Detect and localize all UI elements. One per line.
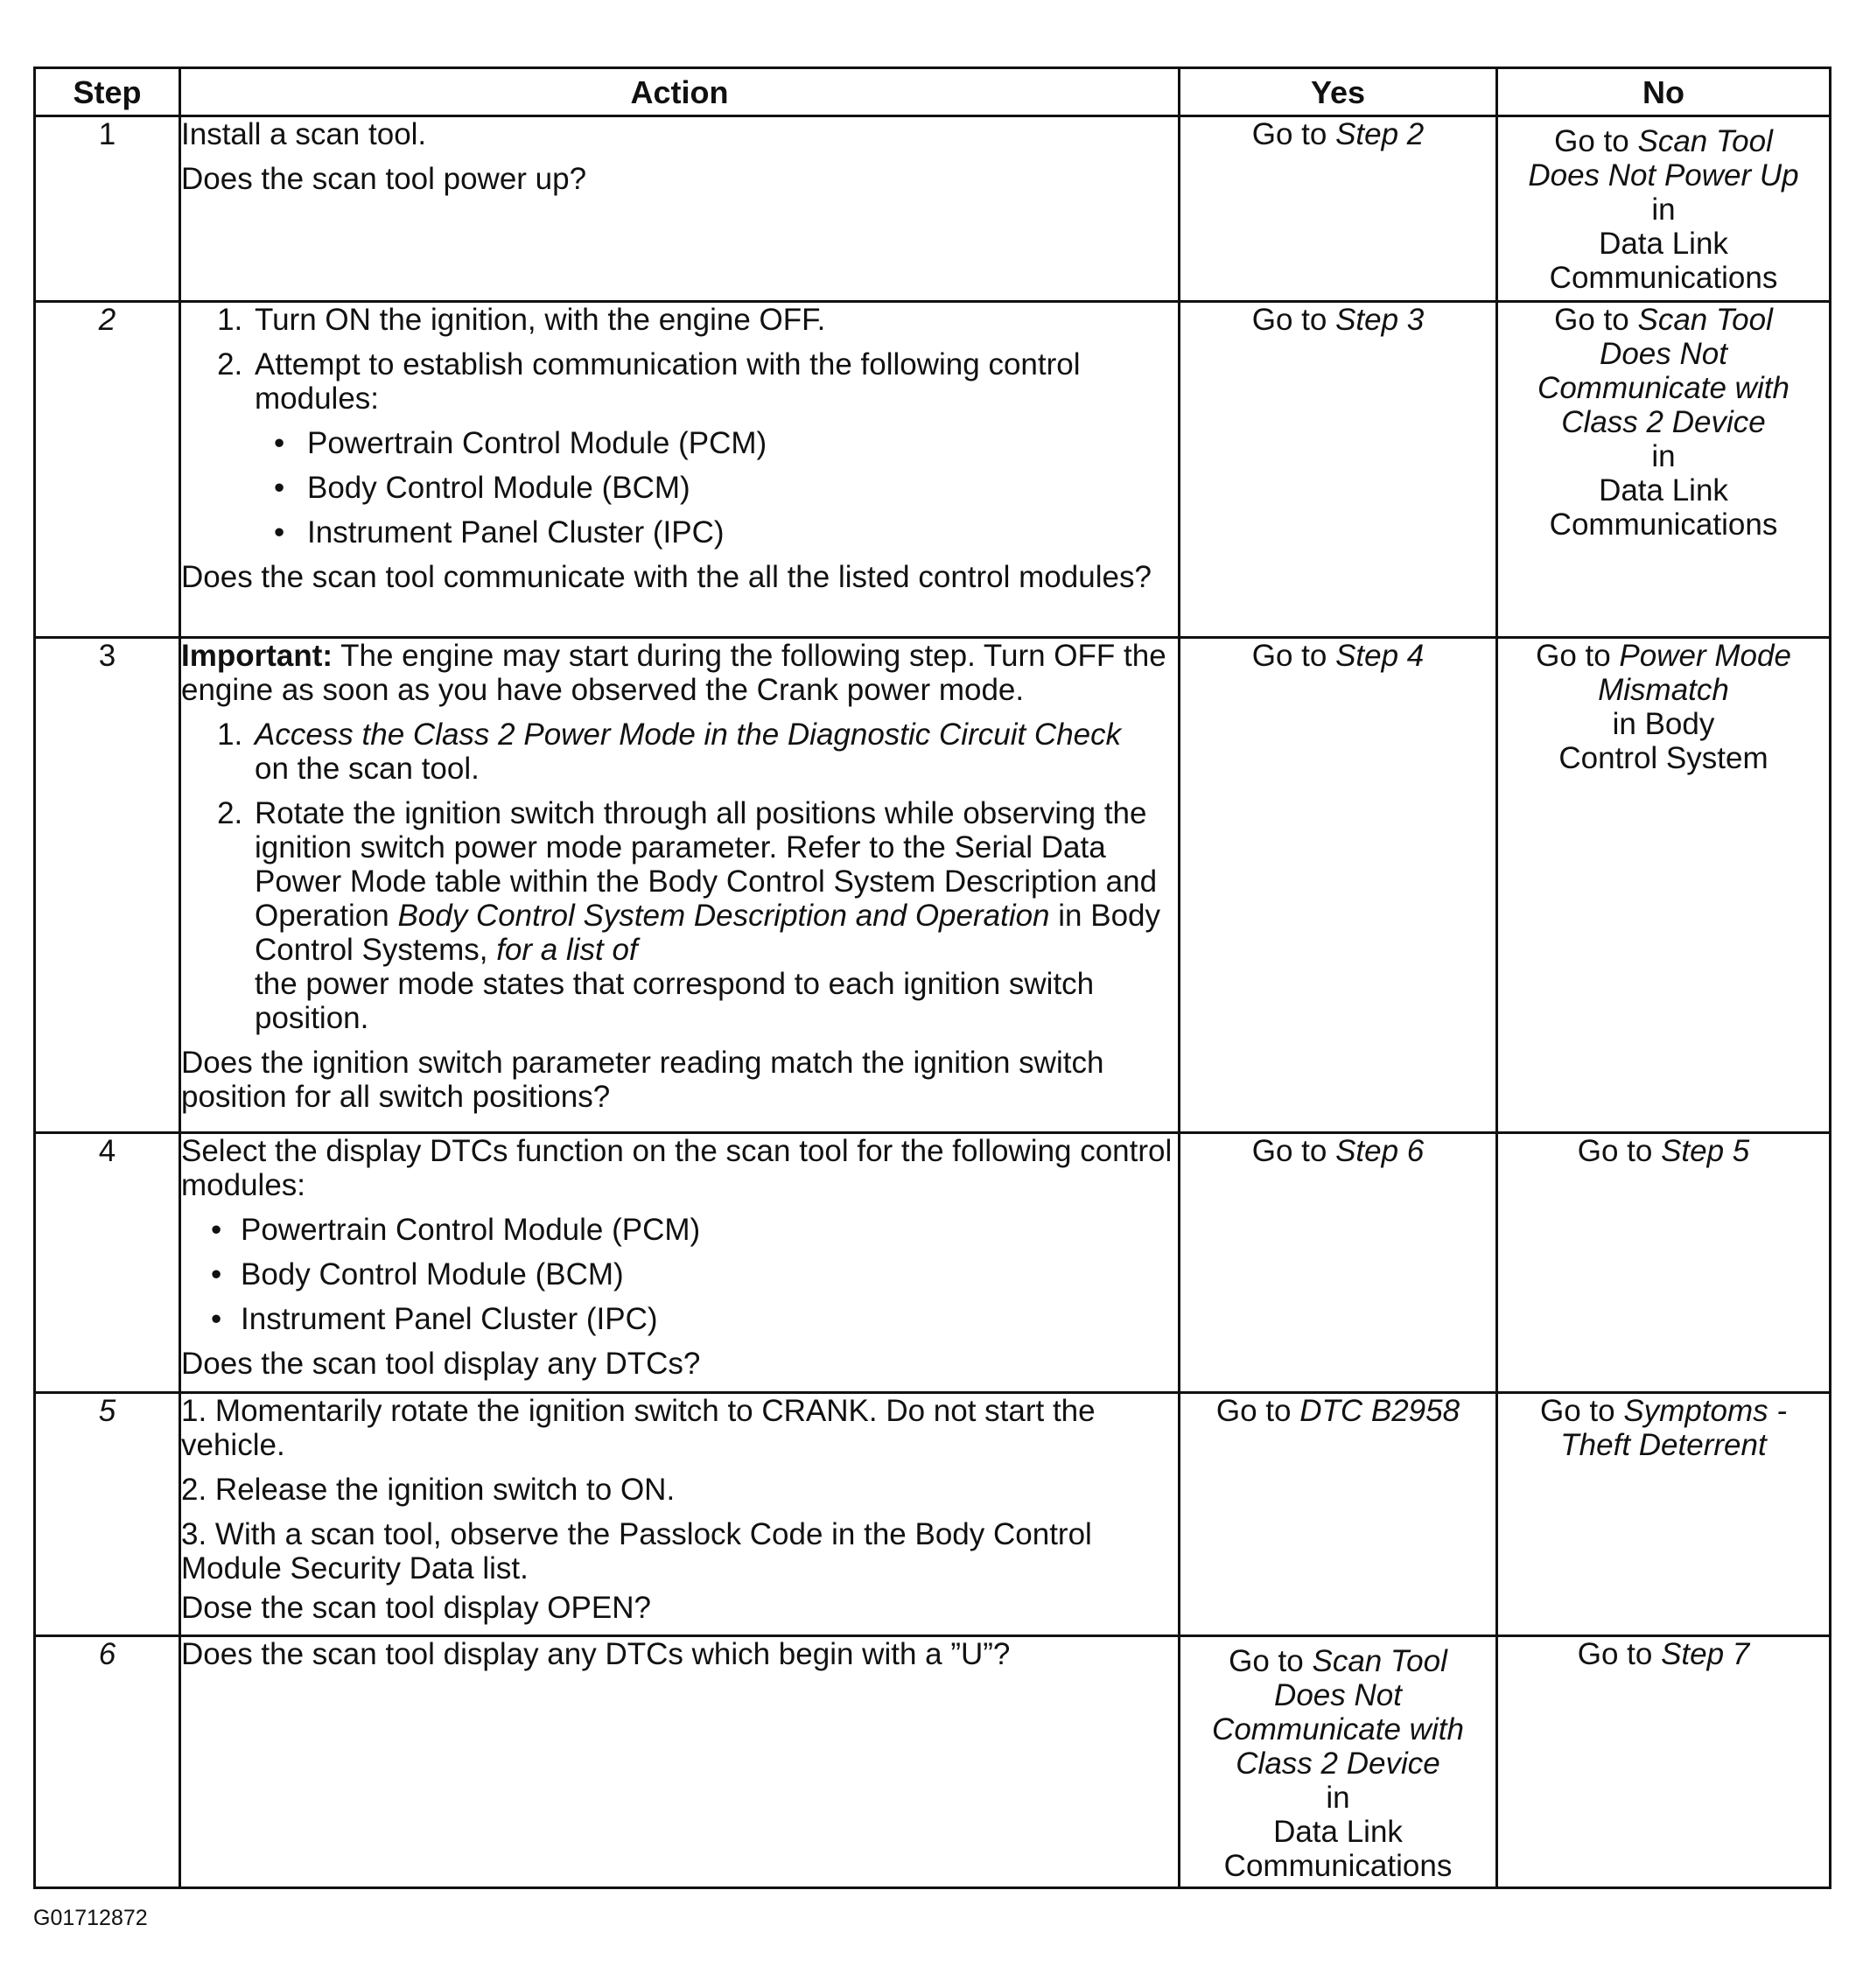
no-cell [1497,302,1831,638]
no-link-cont[interactable]: Does Not [1600,337,1727,371]
no-prefix: Go to [1554,124,1638,158]
yes-prefix: Go to [1215,1394,1300,1428]
important-note [181,639,1178,707]
yes-cell [1180,302,1497,638]
action-cell [180,638,1180,1133]
action-step: 3. With a scan tool, observe the Passlock Code in the Body Control Module Security Data list. [181,1517,1092,1586]
no-link-cont[interactable]: Communicate with [1537,371,1789,405]
numbered-steps [181,718,1178,1035]
no-link-cont[interactable]: Mismatch [1598,673,1729,707]
module-item: • Body Control Module (BCM) [241,1257,1178,1292]
no-cell [1497,1393,1831,1636]
important-label: Important: [181,639,333,673]
no-cell [1497,1636,1831,1888]
action-cell [180,1636,1180,1888]
no-location-cont: Control System [1558,741,1768,775]
module-item: • Powertrain Control Module (PCM) [304,426,1178,460]
yes-link[interactable]: Step 2 [1335,117,1425,151]
step-number: 3 [35,638,180,1133]
step-number: 5 [35,1393,180,1636]
list-item-tail: on the scan tool. [255,752,480,786]
action-cell [180,302,1180,638]
no-link-cont[interactable]: Does Not Power Up [1528,158,1799,192]
no-cell [1497,116,1831,302]
yes-link[interactable]: Step 6 [1335,1134,1425,1168]
table-row [35,302,1831,638]
list-item-text: Attempt to establish communication with the following control modules: [255,347,1081,416]
no-location-cont: Communications [1549,508,1778,542]
list-item-text: the power mode states that correspond to each ignition switch position. [255,967,1095,1035]
yes-link[interactable]: DTC B2958 [1299,1394,1460,1428]
no-cell [1497,638,1831,1133]
no-prefix: Go to [1554,303,1638,337]
no-prefix: Go to [1539,1394,1624,1428]
no-link[interactable]: Scan Tool [1637,303,1773,337]
table-row [35,1393,1831,1636]
yes-link[interactable]: Step 4 [1335,639,1425,673]
yes-location: Data Link [1273,1815,1403,1849]
list-item-text: in Body Control Systems, [255,899,1160,967]
action-cell [180,1393,1180,1636]
no-in: in [1651,439,1676,473]
no-link-cont[interactable]: Theft Deterrent [1560,1428,1767,1462]
no-link[interactable]: Power Mode [1619,639,1791,673]
no-location: Data Link [1599,473,1728,508]
yes-link-cont[interactable]: Does Not [1274,1678,1402,1712]
no-prefix: Go to [1536,639,1620,673]
no-link[interactable]: Symptoms - [1623,1394,1788,1428]
important-text: The engine may start during the following step. Turn OFF the engine as soon as you have observed the Crank power mode. [181,639,1166,707]
list-item: 1. Turn ON the ignition, with the engine OFF. [251,303,1178,337]
figure-id: G01712872 [33,1906,148,1930]
header-row [35,68,1831,116]
yes-cell [1180,638,1497,1133]
module-item: • Instrument Panel Cluster (IPC) [241,1302,1178,1336]
yes-prefix: Go to [1251,303,1336,337]
table-row [35,1636,1831,1888]
yes-in: in [1326,1781,1350,1815]
no-prefix: Go to [1577,1134,1662,1168]
diagnostic-table-container [33,66,1829,1889]
step-number: 6 [35,1636,180,1888]
step-number: 1 [35,116,180,302]
yes-prefix: Go to [1251,1134,1336,1168]
yes-link-cont[interactable]: Communicate with [1212,1712,1464,1746]
yes-prefix: Go to [1229,1644,1313,1678]
header-step: Step [35,68,180,116]
module-list [255,426,1178,550]
list-item-text: for a list of [496,933,638,967]
no-link-cont[interactable]: Class 2 Device [1561,405,1766,439]
action-question: Does the ignition switch parameter reading match the ignition switch position for all switch positions? [181,1046,1104,1114]
action-cell [180,116,1180,302]
yes-cell [1180,1636,1497,1888]
action-step: 1. Momentarily rotate the ignition switch to CRANK. Do not start the vehicle. [181,1394,1096,1462]
no-in: in [1651,192,1676,227]
module-list [181,1213,1178,1336]
header-action: Action [180,68,1180,116]
yes-cell [1180,1133,1497,1393]
list-item [251,718,1178,786]
yes-location-cont: Communications [1223,1849,1453,1883]
no-location: Data Link [1599,227,1728,261]
yes-link[interactable]: Scan Tool [1312,1644,1447,1678]
numbered-steps [181,303,1178,550]
reference-link[interactable]: Body Control System Description and Operation [397,899,1050,933]
table-row [35,1133,1831,1393]
no-link[interactable]: Scan Tool [1637,124,1773,158]
diagnostic-table [33,66,1831,1889]
action-question: Does the scan tool display any DTCs? [181,1347,701,1381]
header-yes: Yes [1180,68,1497,116]
no-location-cont: Communications [1549,261,1778,295]
action-step: 2. Release the ignition switch to ON. [181,1473,676,1507]
action-text: Select the display DTCs function on the scan tool for the following control modules: [181,1134,1173,1202]
module-item: • Powertrain Control Module (PCM) [241,1213,1178,1247]
step-number: 2 [35,302,180,638]
yes-link-cont[interactable]: Class 2 Device [1236,1746,1440,1781]
action-question: Does the scan tool power up? [181,162,587,196]
no-prefix: Go to [1577,1637,1662,1671]
yes-cell [1180,116,1497,302]
table-row [35,638,1831,1133]
step-number: 4 [35,1133,180,1393]
action-question: Does the scan tool display any DTCs which begin with a ”U”? [181,1637,1011,1671]
list-item-text: Access the Class 2 Power Mode in the Diagnostic Circuit Check [255,718,1122,752]
no-link[interactable]: Step 5 [1661,1134,1750,1168]
action-question: Does the scan tool communicate with the all the listed control modules? [181,560,1152,594]
no-link[interactable]: Step 7 [1661,1637,1750,1671]
yes-link[interactable]: Step 3 [1335,303,1425,337]
action-text: Install a scan tool. [181,117,427,151]
list-item [251,796,1178,1035]
module-item: • Body Control Module (BCM) [304,471,1178,505]
yes-prefix: Go to [1251,639,1336,673]
no-cell [1497,1133,1831,1393]
header-no: No [1497,68,1831,116]
yes-prefix: Go to [1251,117,1336,151]
list-item-text: Rotate the ignition switch through all positions while observing the ignition switch power mode parameter. Refer to the Serial Data Power Mode table within the Body Control System Description and Operation [255,796,1158,933]
module-item: • Instrument Panel Cluster (IPC) [304,515,1178,550]
action-question: Dose the scan tool display OPEN? [181,1591,651,1625]
action-cell [180,1133,1180,1393]
no-location: in Body [1612,707,1715,741]
yes-cell [1180,1393,1497,1636]
table-row [35,116,1831,302]
list-item [251,347,1178,550]
